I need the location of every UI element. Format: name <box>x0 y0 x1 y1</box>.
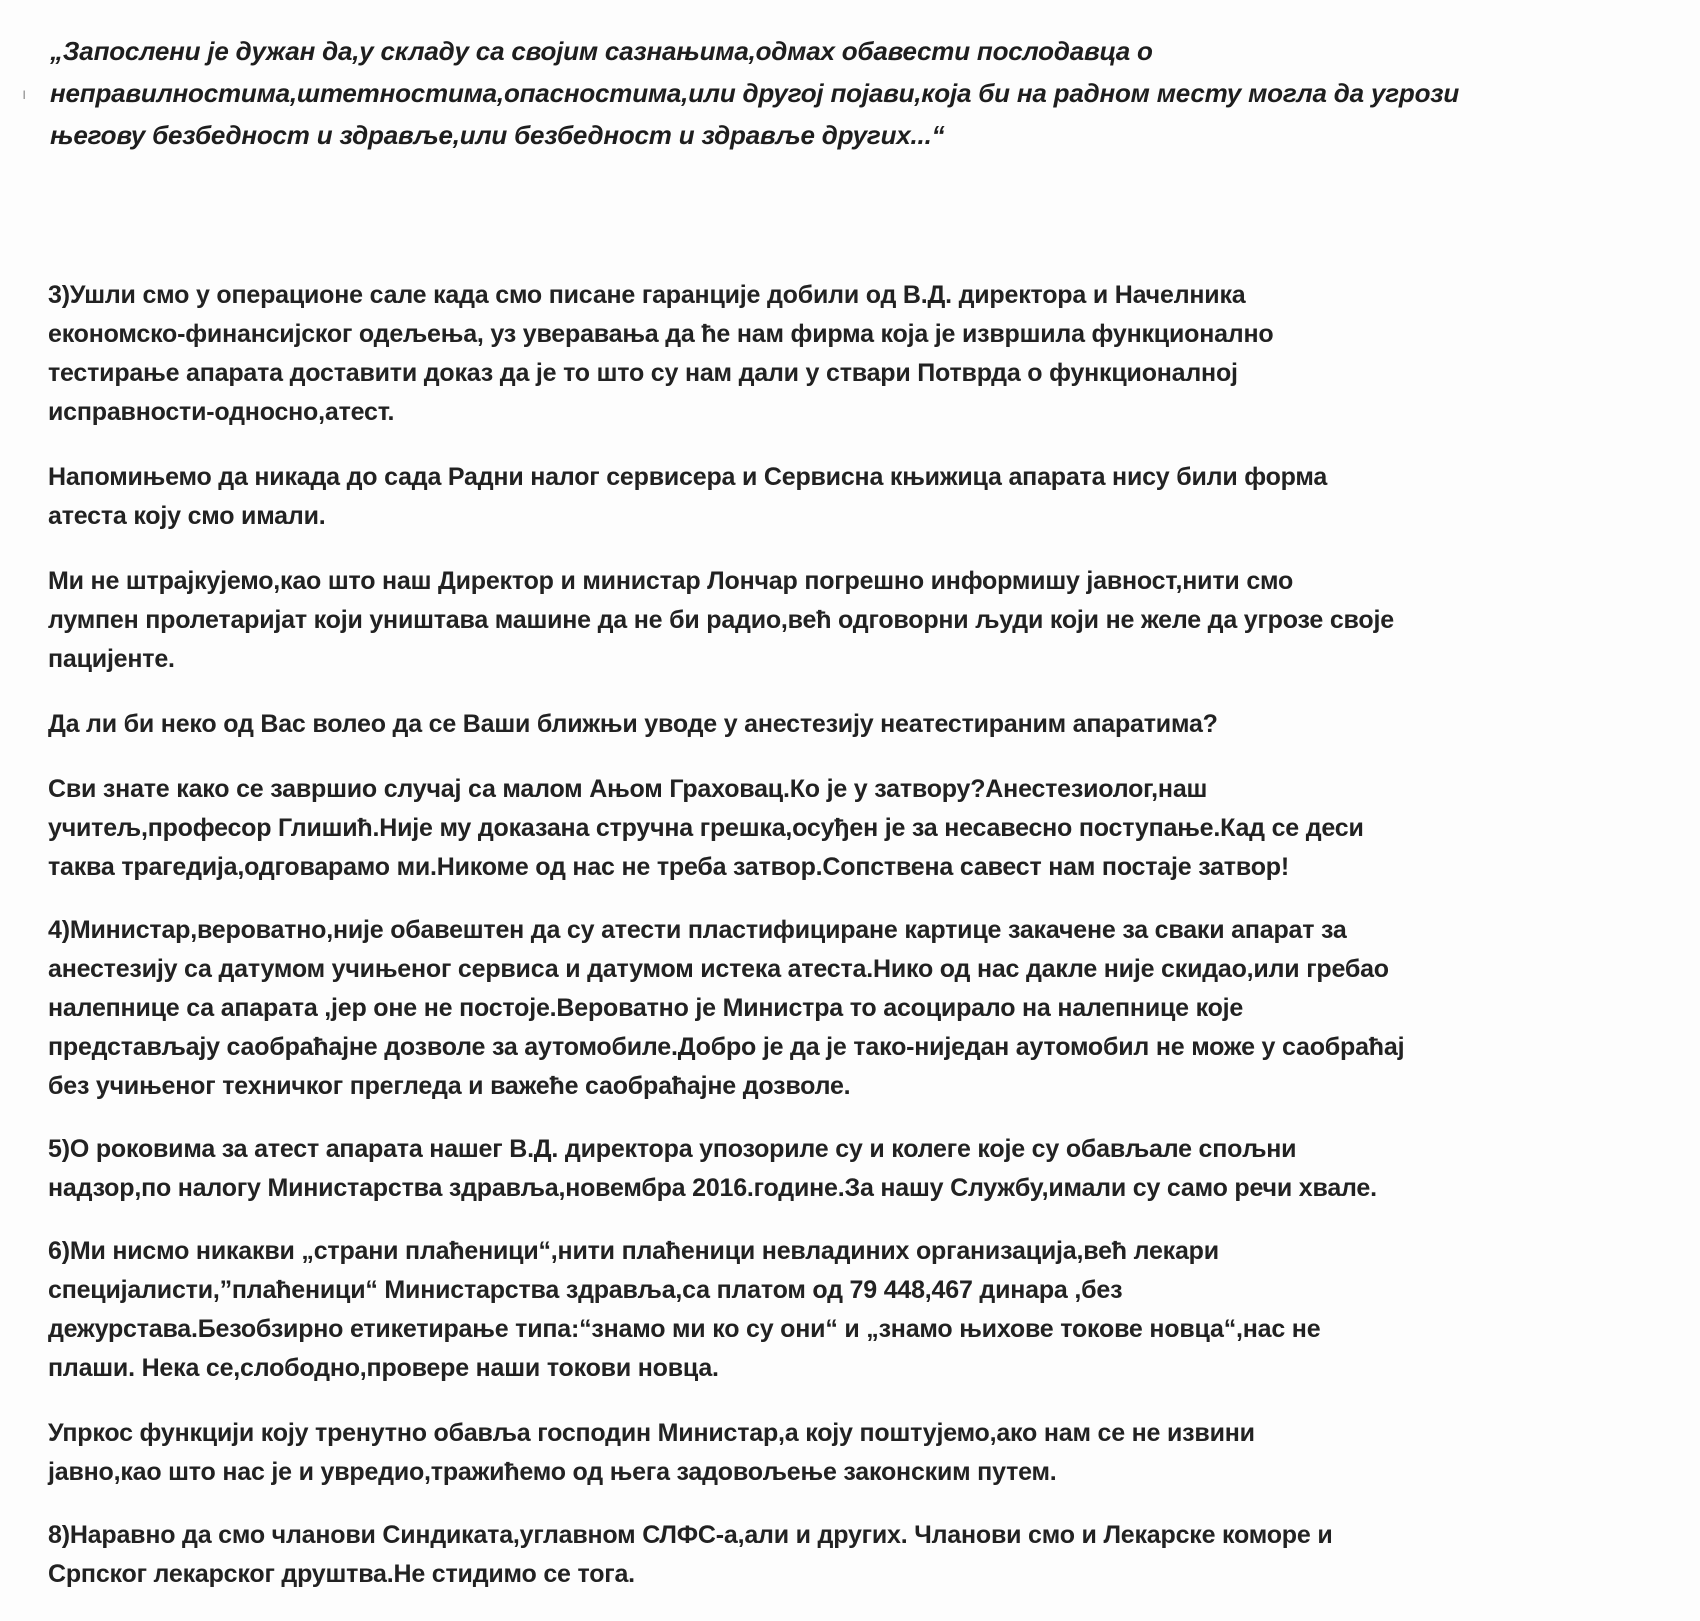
paragraph <box>48 1232 1638 1388</box>
paragraph-line: 4)Министар,вероватно,није обавештен да су атести пластифициране картице закачене за сваки апарат за <box>48 916 1347 944</box>
quote-line: „Запослени је дужан да,у складу са својим сазнањима,одмах обавести послодавца о <box>50 36 1153 66</box>
paragraph-line: атеста коју смо имали. <box>48 502 326 530</box>
paragraph-line: јавно,као што нас је и увредио,тражићемо од њега задовољење законским путем. <box>48 1458 1057 1486</box>
paragraph-line: учитељ,професор Глишић.Није му доказана стручна грешка,осуђен је за несавесно поступање.Кад се деси <box>48 814 1364 842</box>
paragraph-line: представљају саобраћајне дозволе за аутомобиле.Добро је да је тако-ниједан аутомобил не може у саобраћај <box>48 1033 1405 1061</box>
paragraph-line: специјалисти,”плаћеници“ Министарства здравља,са платом од 79 448,467 динара ,без <box>48 1276 1123 1304</box>
paragraph-line: 3)Ушли смо у операционе сале када смо писане гаранције добили од В.Д. директора и Начелника <box>48 281 1246 309</box>
document-body <box>48 250 1638 1594</box>
paragraph-line: 8)Наравно да смо чланови Синдиката,углавном СЛФС-а,али и других. Чланови смо и Лекарске коморе и <box>48 1521 1333 1549</box>
paragraph-line: надзор,по налогу Министарства здравља,новембра 2016.године.За нашу Службу,имали су само речи хвале. <box>48 1174 1377 1202</box>
paragraph-line: Напомињемо да никада до сада Радни налог сервисера и Сервисна књижица апарата нису били форма <box>48 463 1328 491</box>
paragraph-line: без учињеног техничког прегледа и важеће саобраћајне дозволе. <box>48 1072 851 1100</box>
quote-line: неправилностима,штетностима,опасностима,или другој појави,која би на радном месту могла да угрози <box>50 78 1460 108</box>
paragraph-line: Да ли би неко од Вас волео да се Ваши ближњи уводе у анестезију неатестираним апаратима? <box>48 710 1218 738</box>
paragraph <box>48 562 1638 679</box>
paragraph-line: Ми не штрајкујемо,као што наш Директор и министар Лончар погрешно информишу јавност,нити смо <box>48 567 1294 595</box>
quote-line: његову безбедност и здравље,или безбедност и здравље других...“ <box>50 120 945 150</box>
paragraph-line: дежурстава.Безобзирно етикетирање типа:“знамо ми ко су они“ и „знамо њихове токове новца“,нас не <box>48 1315 1321 1343</box>
paragraph-line: 5)О роковима за атест апарата нашег В.Д. директора упозориле су и колеге које су обављале спољни <box>48 1135 1297 1163</box>
paragraph-line: исправности-односно,атест. <box>48 398 395 426</box>
scan-mark: ı <box>22 86 27 103</box>
quoted-law-excerpt <box>50 30 1630 156</box>
paragraph-line: 6)Ми нисмо никакви „страни плаћеници“,нити плаћеници невладиних организација,већ лекари <box>48 1237 1219 1265</box>
paragraph <box>48 458 1638 536</box>
paragraph <box>48 276 1638 432</box>
paragraph-line: анестезију са датумом учињеног сервиса и датумом истека атеста.Нико од нас дакле није скидао,или гребао <box>48 955 1389 983</box>
paragraph-line: Сви знате како се завршио случај са малом Ањом Граховац.Ко је у затвору?Анестезиолог,наш <box>48 775 1208 803</box>
paragraph <box>48 1130 1638 1208</box>
paragraph <box>48 705 1638 744</box>
paragraph-line: налепнице са апарата ,јер оне не постоје.Вероватно је Министра то асоцирало на налепнице које <box>48 994 1244 1022</box>
paragraph-line: економско-финансијског одељења, уз уверавања да ће нам фирма која је извршила функционално <box>48 320 1274 348</box>
paragraph <box>48 911 1638 1106</box>
paragraph <box>48 1516 1638 1594</box>
paragraph <box>48 1414 1638 1492</box>
paragraph-line: плаши. Нека се,слободно,провере наши токови новца. <box>48 1354 719 1382</box>
paragraph-line: таква трагедија,одговарамо ми.Никоме од нас не треба затвор.Сопствена савест нам постаје затвор! <box>48 853 1289 881</box>
paragraph <box>48 770 1638 887</box>
paragraph-line: Српског лекарског друштва.Не стидимо се тога. <box>48 1560 635 1588</box>
paragraph-line: пацијенте. <box>48 645 175 673</box>
paragraph-line: Упркос функцији коју тренутно обавља господин Министар,а коју поштујемо,ако нам се не извини <box>48 1419 1255 1447</box>
paragraph-line: лумпен пролетаријат који уништава машине да не би радио,већ одговорни људи који не желе да угрозе своје <box>48 606 1394 634</box>
paragraph-line: тестирање апарата доставити доказ да је то што су нам дали у ствари Потврда о функционалној <box>48 359 1238 387</box>
